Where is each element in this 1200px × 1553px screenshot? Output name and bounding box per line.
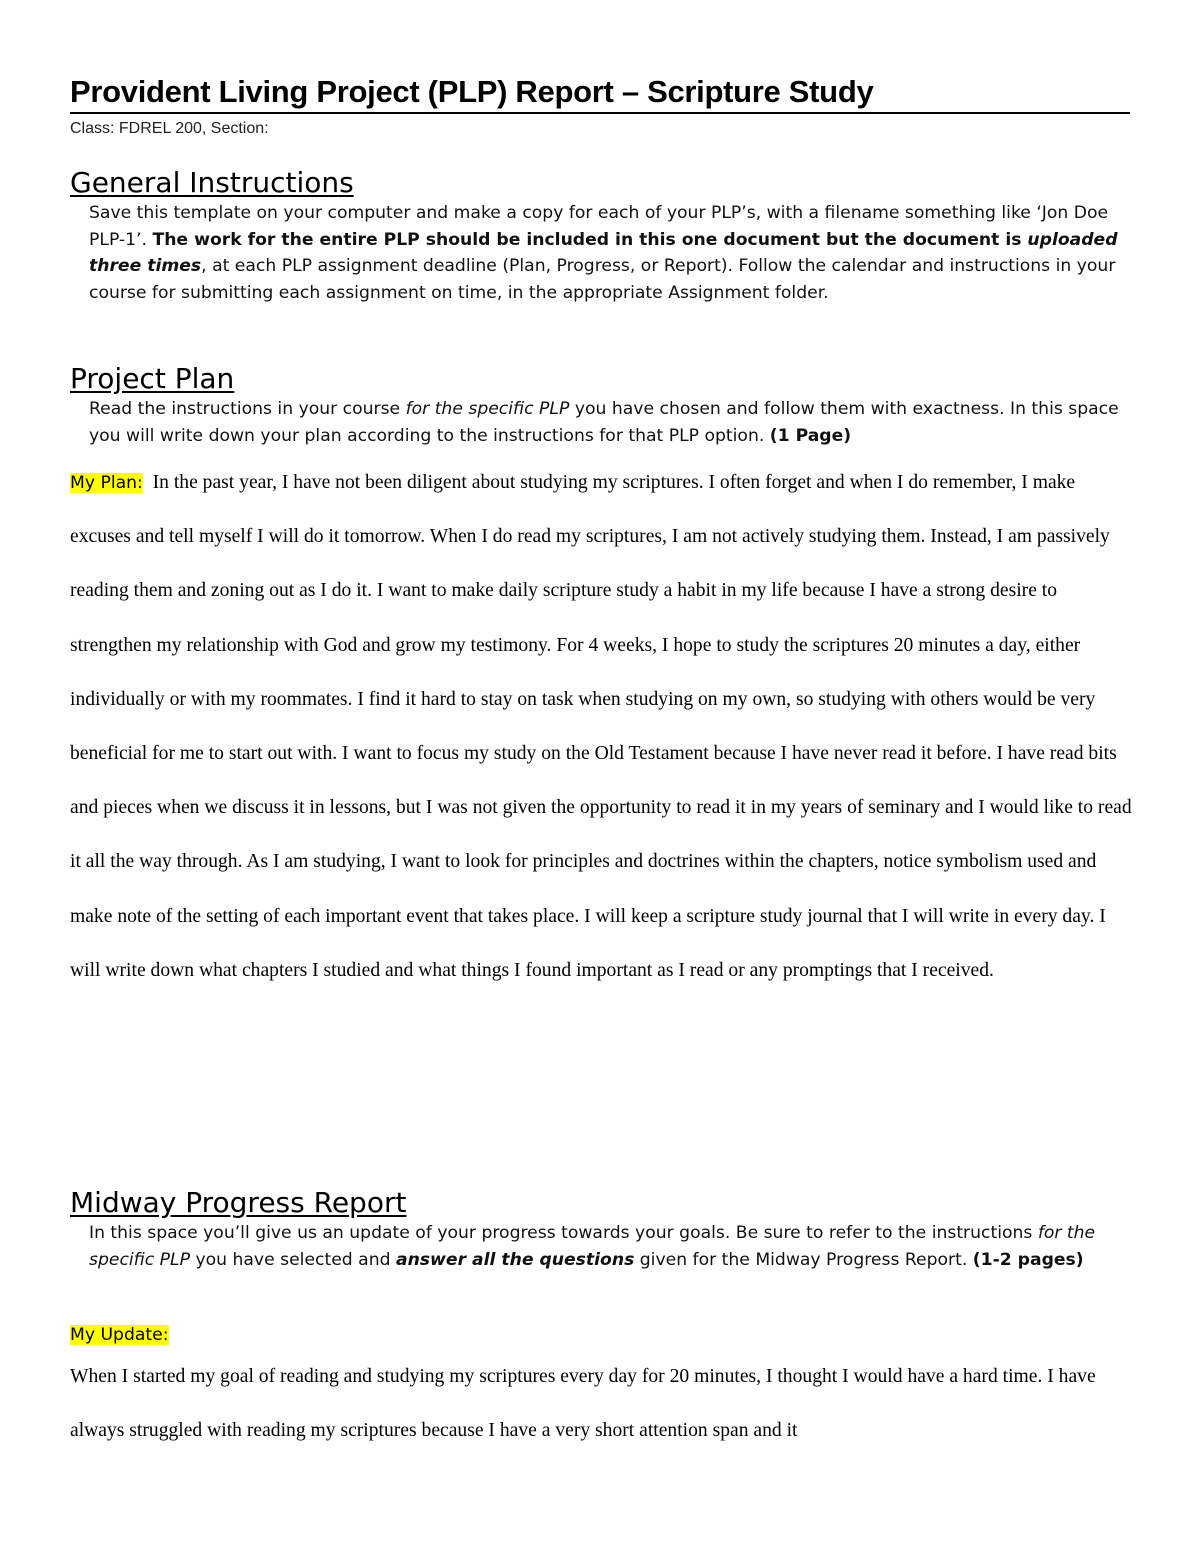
mid-italic-1: for the specific PLP xyxy=(89,1223,1096,1270)
general-instructions-heading: General Instructions xyxy=(70,166,354,199)
mid-bold-italic-1: answer all the questions xyxy=(395,1249,635,1270)
midway-progress-heading: Midway Progress Report xyxy=(70,1186,407,1219)
mid-text-3: given for the Midway Progress Report. xyxy=(634,1249,973,1270)
my-update-label-wrap xyxy=(70,1322,169,1348)
mid-text-2: you have selected and xyxy=(190,1249,396,1270)
plan-body xyxy=(70,456,1132,998)
mid-text-1: In this space you’ll give us an update of your progress towards your goals. Be sure to refer to the instructions xyxy=(89,1223,1038,1243)
plan-text-1: Read the instructions in your course xyxy=(89,399,406,419)
plan-text-2: you have chosen and follow them with exactness. In this space you will write down your plan according to the instructions for that PLP option. xyxy=(89,399,1119,446)
plan-body-text: In the past year, I have not been diligent about studying my scriptures. I often forget and when I do remember, I make excuses and tell myself I will do it tomorrow. When I do read my scriptures, I am not actively studying them. Instead, I am passively reading them and zoning out as I do it. I want to make daily scripture study a habit in my life because I have a strong desire to strengthen my relationship with God and grow my testimony. For 4 weeks, I hope to study the scriptures 20 minutes a day, either individually or with my roommates. I find it hard to stay on task when studying on my own, so studying with others would be very beneficial for me to start out with. I want to focus my study on the Old Testament because I have never read it before. I have read bits and pieces when we discuss it in lessons, but I was not given the opportunity to read it in my years of seminary and I would like to read it all the way through. As I am studying, I want to look for principles and doctrines within the chapters, notice symbolism used and make note of the setting of each important event that takes place. I will keep a scripture study journal that I will write in every day. I will write down what chapters I studied and what things I found important as I read or any promptings that I received. xyxy=(70,472,1132,981)
general-bold-italic-1: uploaded three times xyxy=(89,229,1118,276)
my-update-label: My Update: xyxy=(70,1325,169,1345)
general-instructions-section xyxy=(70,166,1130,306)
my-plan-label: My Plan: xyxy=(70,473,143,493)
project-plan-section xyxy=(70,362,1130,449)
document-page xyxy=(70,72,1132,1442)
general-text-2: , at each PLP assignment deadline (Plan, Progress, or Report). Follow the calendar and instructions in your course for submitting each assignment on time, in the appropriate Assignment folder. xyxy=(89,256,1116,303)
document-title: Provident Living Project (PLP) Report – Scripture Study xyxy=(70,72,1130,114)
project-plan-heading: Project Plan xyxy=(70,362,235,395)
general-text-1: Save this template on your computer and make a copy for each of your PLP’s, with a filename something like ‘Jon Doe PLP-1’. xyxy=(89,203,1109,250)
plan-italic-1: for the specific PLP xyxy=(405,399,570,419)
general-bold-1: The work for the entire PLP should be included in this one document but the document is xyxy=(152,229,1028,250)
plan-bold-1: (1 Page) xyxy=(769,425,852,446)
update-body: When I started my goal of reading and studying my scriptures every day for 20 minutes, I thought I would have a hard time. I have always struggled with reading my scriptures because I have a very short attention span and it xyxy=(70,1366,1096,1442)
general-instructions-text xyxy=(89,200,1130,306)
midway-progress-instructions xyxy=(89,1220,1130,1273)
mid-bold-1: (1-2 pages) xyxy=(972,1249,1084,1270)
project-plan-instructions xyxy=(89,396,1130,449)
midway-progress-section xyxy=(70,1186,1130,1273)
class-line: Class: FDREL 200, Section: xyxy=(70,120,269,137)
